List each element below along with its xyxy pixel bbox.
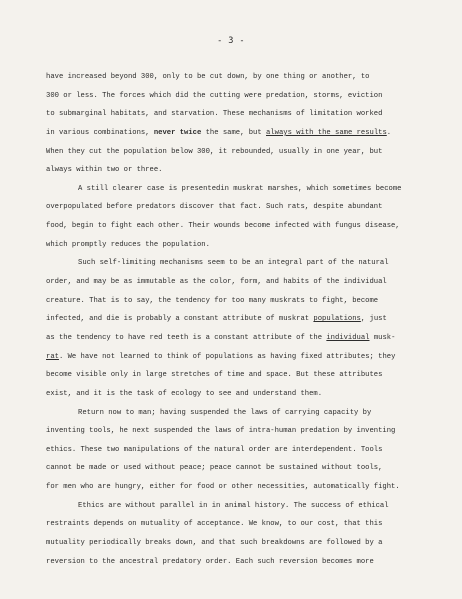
text-segment: overpopulated before predators discover that fact. Such rats, despite abundant [46,203,383,212]
text-line [46,497,438,516]
text-line [46,161,438,180]
text-line [46,254,438,273]
body-text [46,68,438,571]
text-segment: become visible only in large stretches of time and space. But these attributes [46,371,383,380]
text-segment: creature. That is to say, the tendency for too many muskrats to fight, become [46,296,379,305]
paragraph [46,68,438,180]
text-segment: have increased beyond 300, only to be cut down, by one thing or another, to [46,73,370,81]
text-segment: infected, and die is probably a constant attribute of muskrat [46,315,314,324]
text-segment: order, and may be as immutable as the color, form, and habits of the individual [46,278,387,287]
text-line [46,459,438,478]
text-segment: A still clearer case is presentedin muskrat marshes, which sometimes become [78,184,402,193]
text-segment: which promptly reduces the population. [46,240,210,249]
text-line [46,478,438,497]
text-line [46,236,438,255]
text-line [46,515,438,534]
text-segment: . We have not learned to think of populations as having fixed attributes; they [58,352,396,361]
text-segment: Return now to man; having suspended the laws of carrying capacity by [78,408,372,417]
text-segment: 300 or less. The forces which did the cutting were predation, storms, eviction [46,91,383,100]
text-line [46,273,438,292]
text-line [46,366,438,385]
text-segment: exist, and it is the task of ecology to see and understand them. [46,389,323,398]
text-line [46,292,438,311]
text-line [46,553,438,572]
text-segment: , just [360,315,387,324]
text-line [46,105,438,124]
text-segment: in various combinations, [46,128,154,137]
paragraph [46,497,438,572]
underlined-text: populations [313,315,361,324]
underlined-text: always with the same results [266,128,387,137]
text-line [46,198,438,217]
text-segment: Ethics are without parallel in in animal history. The success of ethical [78,501,389,510]
text-segment: cannot be made or used without peace; peace cannot be sustained without tools, [46,464,383,473]
underlined-text: rat [46,352,59,361]
text-line [46,217,438,236]
emphasized-text: never twice [153,128,202,137]
text-segment: Such self-limiting mechanisms seem to be an integral part of the natural [78,259,389,268]
text-segment: reversion to the ancestral predatory order. Each such reversion becomes more [46,557,374,566]
text-line [46,385,438,404]
text-line [46,310,438,329]
text-segment: restraints depends on mutuality of acceptance. We know, to our cost, that this [46,520,383,529]
text-line [46,329,438,348]
text-line [46,422,438,441]
text-segment: mutuality periodically breaks down, and that such breakdowns are followed by a [46,539,383,548]
text-segment: When they cut the population below 300, it rebounded, usually in one year, but [46,147,383,156]
text-segment: the same, but [201,128,266,137]
page-number: - 3 - [217,36,245,46]
text-segment: as the tendency to have red teeth is a constant attribute of the [46,333,327,342]
text-segment: food, begin to fight each other. Their wounds become infected with fungus disease, [46,222,400,231]
text-line [46,441,438,460]
text-line [46,404,438,423]
text-line [46,534,438,553]
text-line [46,348,438,367]
text-segment: . [386,128,392,137]
underlined-text: individual [326,333,370,342]
text-line [46,180,438,199]
text-line [46,87,438,106]
paragraph [46,180,438,255]
text-segment: ethics. These two manipulations of the natural order are interdependent. Tools [46,445,383,454]
text-segment: always within two or three. [46,166,163,175]
text-line [46,124,438,143]
text-segment: for men who are hungry, either for food or other necessities, automatically fight. [46,483,400,492]
text-line [46,143,438,162]
text-segment: to submarginal habitats, and starvation. These mechanisms of limitation worked [46,110,383,119]
paragraph [46,254,438,403]
paragraph [46,404,438,497]
text-line [46,68,438,87]
text-segment: inventing tools, he next suspended the laws of intra-human predation by inventing [46,427,396,436]
text-segment: musk- [369,333,396,342]
